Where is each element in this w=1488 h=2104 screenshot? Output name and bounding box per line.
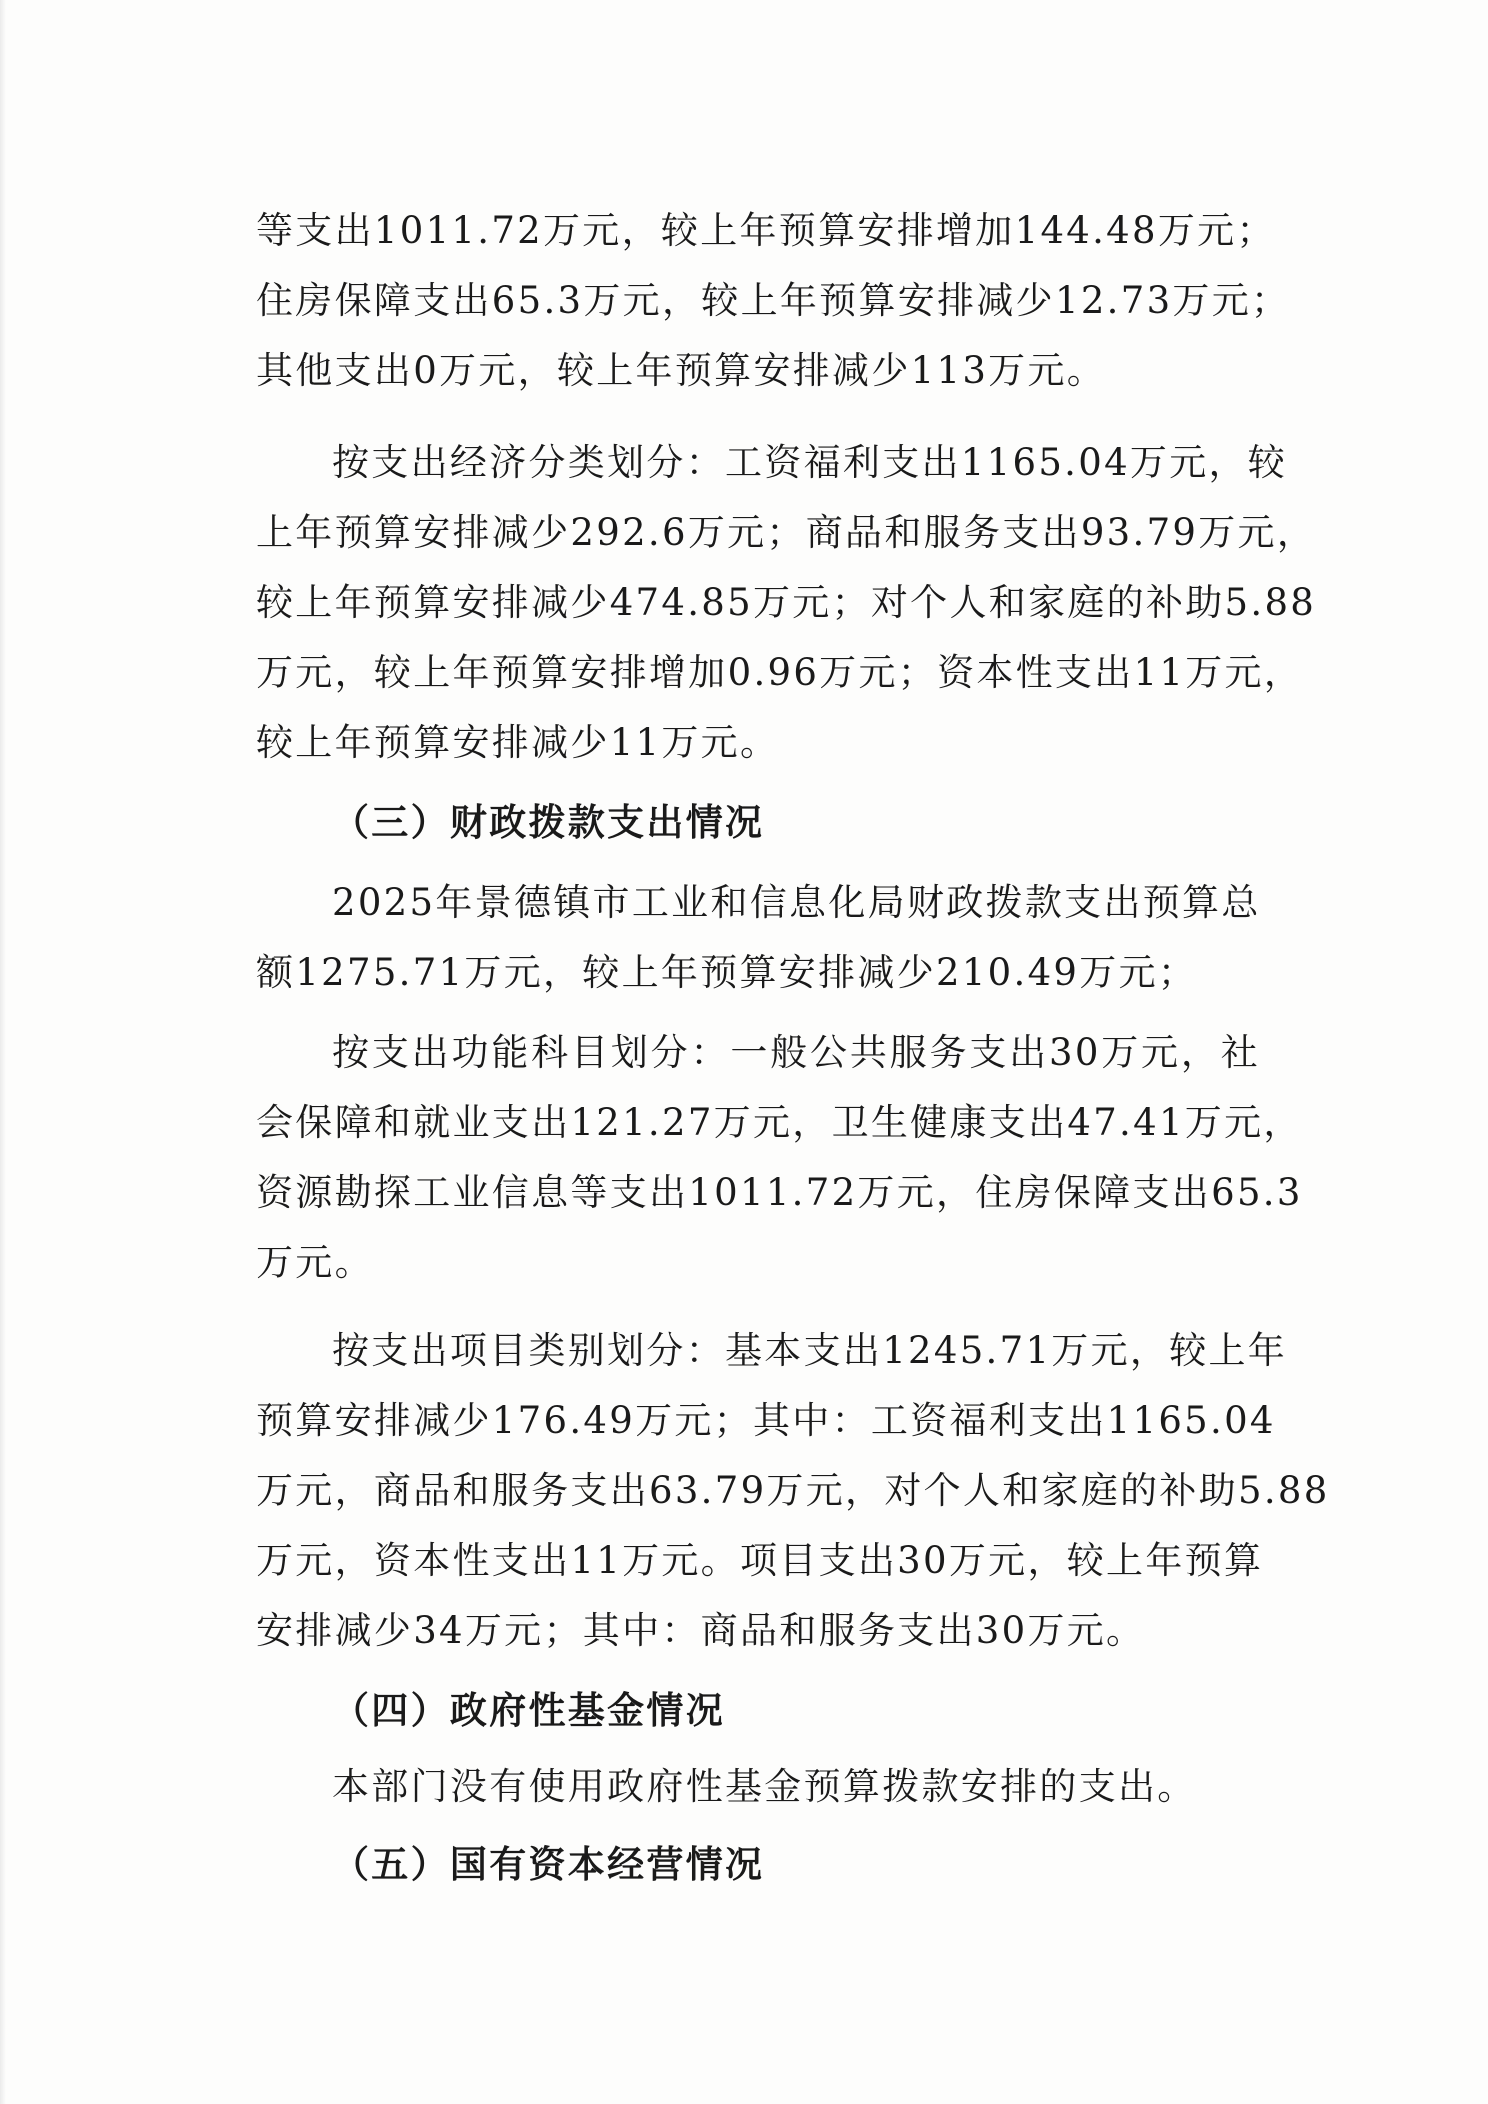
text-line: 较上年预算安排减少474.85万元；对个人和家庭的补助5.88: [256, 581, 1317, 624]
text-line: 按支出经济分类划分：工资福利支出1165.04万元，较: [332, 441, 1288, 484]
text-line: 上年预算安排减少292.6万元；商品和服务支出93.79万元，: [256, 511, 1317, 554]
text-line: 其他支出0万元，较上年预算安排减少113万元。: [256, 349, 1107, 392]
text-line: 资源勘探工业信息等支出1011.72万元，住房保障支出65.3: [256, 1171, 1303, 1214]
text-line: 安排减少34万元；其中：商品和服务支出30万元。: [256, 1609, 1146, 1652]
text-line: 万元。: [256, 1241, 374, 1284]
text-line: 较上年预算安排减少11万元。: [256, 721, 780, 764]
text-line: 本部门没有使用政府性基金预算拨款安排的支出。: [332, 1765, 1197, 1808]
text-line: 预算安排减少176.49万元；其中：工资福利支出1165.04: [256, 1399, 1276, 1442]
section-heading: （三）财政拨款支出情况: [332, 800, 765, 844]
text-line: 万元，资本性支出11万元。项目支出30万元，较上年预算: [256, 1539, 1264, 1582]
text-line: 万元，较上年预算安排增加0.96万元；资本性支出11万元，: [256, 651, 1304, 694]
text-line: 住房保障支出65.3万元，较上年预算安排减少12.73万元；: [256, 279, 1291, 322]
text-line: 等支出1011.72万元，较上年预算安排增加144.48万元；: [256, 209, 1276, 252]
text-line: 按支出项目类别划分：基本支出1245.71万元，较上年: [332, 1329, 1288, 1372]
text-line: 万元，商品和服务支出63.79万元，对个人和家庭的补助5.88: [256, 1469, 1330, 1512]
text-line: 按支出功能科目划分：一般公共服务支出30万元，社: [332, 1031, 1260, 1074]
section-heading: （五）国有资本经营情况: [332, 1842, 765, 1886]
scan-edge-shadow: [0, 0, 6, 2104]
text-line: 2025年景德镇市工业和信息化局财政拨款支出预算总: [332, 881, 1261, 924]
section-heading: （四）政府性基金情况: [332, 1688, 725, 1732]
text-line: 额1275.71万元，较上年预算安排减少210.49万元；: [256, 951, 1198, 994]
text-line: 会保障和就业支出121.27万元，卫生健康支出47.41万元，: [256, 1101, 1303, 1144]
